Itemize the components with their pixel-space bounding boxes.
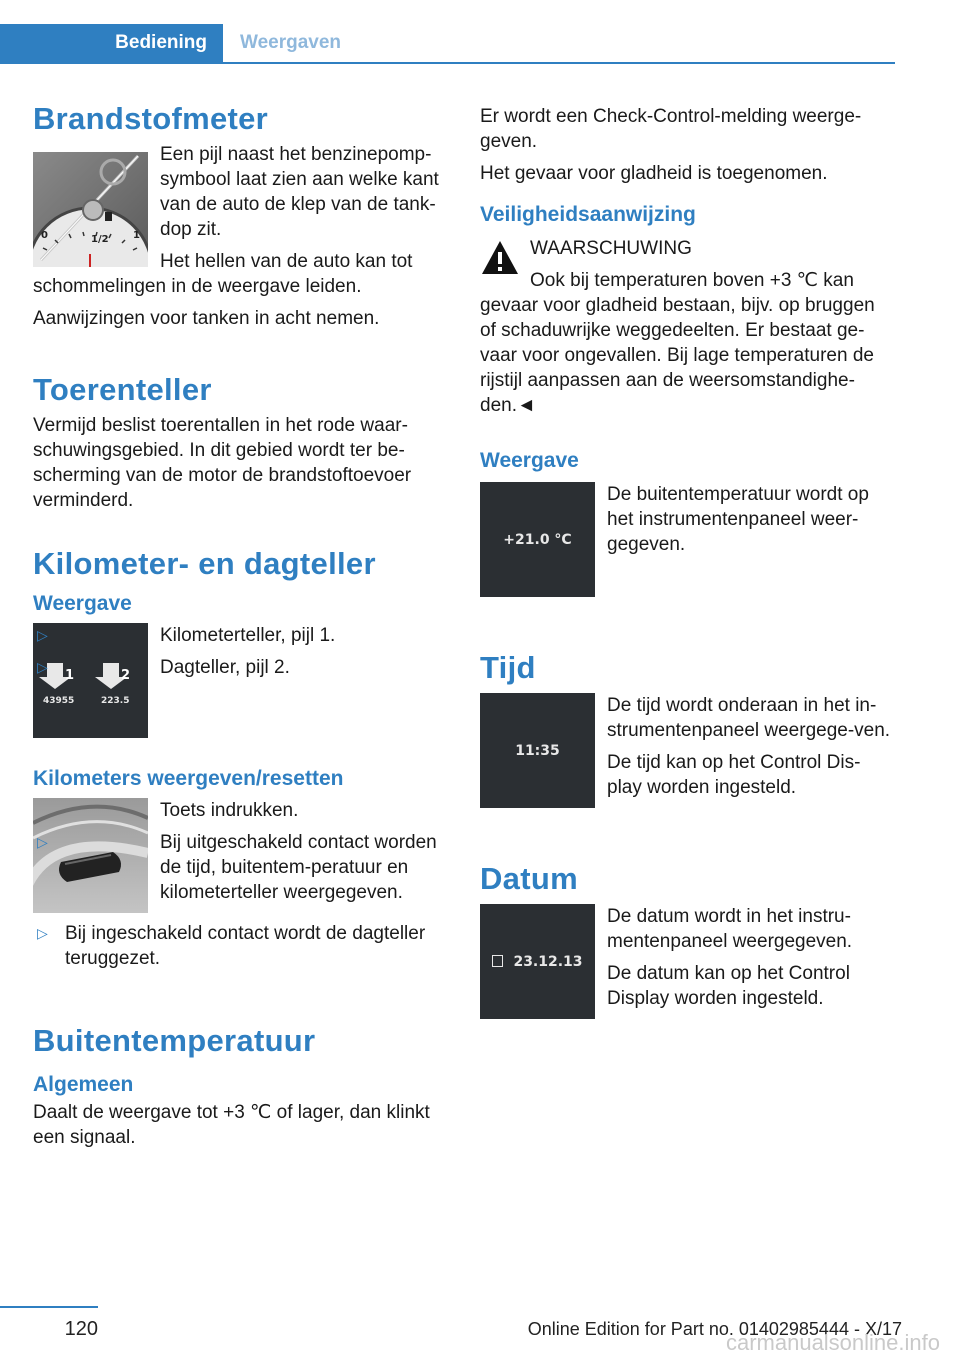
page-number: 120	[64, 1318, 98, 1340]
warning-text: Ook bij temperaturen boven +3 ℃ kan gevaar voor gladheid bestaan, bijv. op bruggen of schaduwrijke weggedeelten. Er bestaat ge-vaar voor ongevallen. Bij lage temperaturen de rijstijl aanpassen aan de weersomstandighe-den.◄	[480, 270, 875, 416]
list-item: ▷ Bij uitgeschakeld contact worden de tijd, buitentem-peratuur en kilometerteller weergegeven.	[37, 832, 437, 903]
gauge-label-0: 0	[41, 230, 48, 241]
brandstof-p1: Een pijl naast het benzinepomp-symbool laat zien aan welke kant van de auto de klep van de tank-dop zit.	[160, 144, 439, 240]
subheading-algemeen: Algemeen	[33, 1073, 134, 1096]
calendar-icon	[492, 955, 503, 967]
time-display-image	[480, 693, 595, 808]
fuel-gauge-image	[33, 152, 148, 267]
heading-datum: Datum	[480, 861, 578, 896]
subheading-veiligheid: Veiligheidsaanwijzing	[480, 203, 696, 226]
buitentemp-p2: Er wordt een Check-Control-melding weerge-geven.	[480, 106, 862, 152]
tab-weergaven[interactable]: Weergaven	[240, 32, 342, 53]
list-item: ▷ Bij ingeschakeld contact wordt de dagteller teruggezet.	[37, 923, 426, 969]
subheading-weergave-km: Weergave	[33, 592, 132, 615]
triangle-bullet-icon: ▷	[37, 925, 48, 941]
datum-p2: De datum kan op het Control Display worden ingesteld.	[607, 963, 850, 1009]
reset-list-a	[33, 830, 453, 905]
temperature-display-image	[480, 482, 595, 597]
toerenteller-p1: Vermijd beslist toerentallen in het rode waar-schuwingsgebied. In dit gebied wordt ter be-scherming van de motor de brandstoftoevoer verminderd.	[33, 415, 412, 511]
edition-note: Online Edition for Part no. 01402985444 - X/17	[527, 1319, 902, 1339]
heading-brandstofmeter: Brandstofmeter	[33, 101, 269, 136]
fuel-gauge-icon	[33, 152, 148, 267]
buitentemp-p3: Het gevaar voor gladheid is toegenomen.	[480, 163, 828, 184]
heading-toerenteller: Toerenteller	[33, 372, 212, 407]
time-readout: 11:35	[515, 742, 560, 759]
datum-p1: De datum wordt in het instru-mentenpaneel weergegeven.	[607, 906, 853, 952]
temp-display-text: De buitentemperatuur wordt op het instrumentenpaneel weer-gegeven.	[607, 484, 869, 555]
odo-trip: 223.5	[101, 696, 130, 706]
chapter-tabbar	[0, 24, 895, 64]
warning-block	[480, 236, 892, 418]
temp-display-section	[480, 482, 892, 603]
triangle-bullet-icon: ▷	[37, 627, 48, 643]
brandstof-p3: Aanwijzingen voor tanken in acht nemen.	[33, 308, 380, 329]
heading-tijd: Tijd	[480, 650, 536, 685]
reset-list-b	[33, 921, 453, 971]
tijd-p1: De tijd wordt onderaan in het in-strumentenpaneel weergege-ven.	[607, 695, 891, 741]
warning-label: WAARSCHUWING	[530, 238, 692, 259]
right-column	[480, 104, 892, 1025]
heading-kilometer: Kilometer- en dagteller	[33, 546, 376, 581]
temperature-readout: +21.0 °C	[503, 531, 572, 548]
buitentemp-p1: Daalt de weergave tot +3 ℃ of lager, dan klinkt een signaal.	[33, 1102, 430, 1148]
odo-arrow-2-label: 2	[121, 668, 131, 683]
reset-press: Toets indrukken.	[160, 800, 299, 821]
kilometer-section	[33, 623, 453, 744]
gauge-label-1: 1	[133, 230, 140, 241]
brandstof-p2: Het hellen van de auto kan tot schommelingen in de weergave leiden.	[33, 251, 413, 297]
reset-section	[33, 798, 453, 919]
list-item: ▷ Kilometerteller, pijl 1.	[37, 625, 336, 646]
brandstof-section	[33, 142, 453, 299]
datum-section	[480, 904, 892, 1025]
date-display-image	[480, 904, 595, 1019]
gauge-label-half: 1/2	[91, 234, 109, 245]
tab-bediening[interactable]: Bediening	[0, 24, 223, 62]
warning-triangle-icon	[480, 238, 520, 278]
date-readout	[480, 954, 595, 970]
tijd-p2: De tijd kan op het Control Dis-play worden ingesteld.	[607, 752, 861, 798]
subheading-weergave-temp: Weergave	[480, 449, 579, 472]
triangle-bullet-icon: ▷	[37, 834, 48, 850]
odo-arrow-1-label: 1	[65, 668, 75, 683]
heading-buitentemperatuur: Buitentemperatuur	[33, 1023, 316, 1058]
subheading-kilometers-resetten: Kilometers weergeven/resetten	[33, 767, 344, 790]
date-value: 23.12.13	[513, 953, 583, 970]
footer-rule	[0, 1306, 98, 1308]
watermark-text: carmanualsonline.info	[725, 1330, 940, 1355]
odo-total: 43955	[43, 696, 75, 706]
left-column	[33, 96, 453, 1150]
tijd-section	[480, 693, 892, 814]
list-item: ▷ Dagteller, pijl 2.	[37, 657, 290, 678]
triangle-bullet-icon: ▷	[37, 659, 48, 675]
